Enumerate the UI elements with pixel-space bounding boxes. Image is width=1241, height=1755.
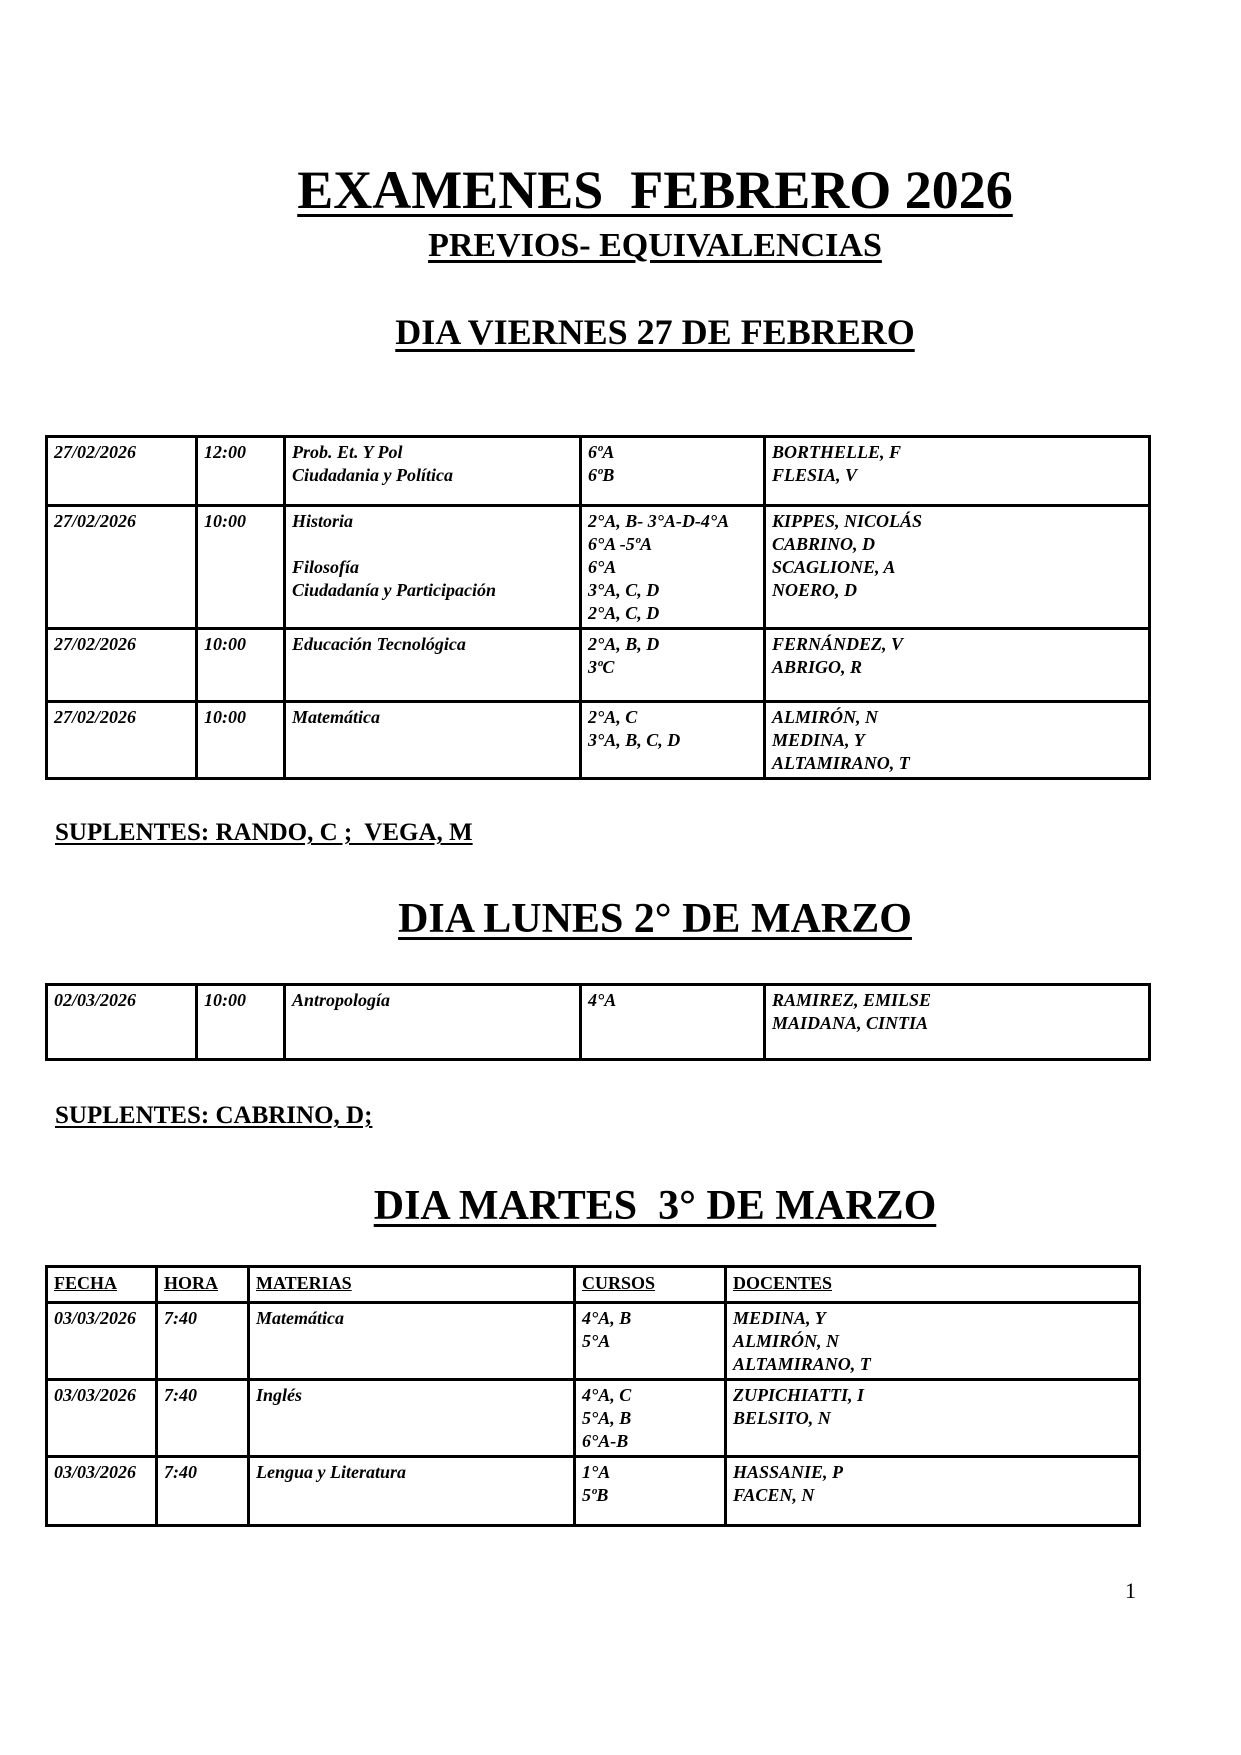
- header-materias: MATERIAS: [249, 1267, 575, 1303]
- docentes-line: NOERO, D: [772, 580, 858, 600]
- materias-line: [256, 1407, 567, 1430]
- exam-table-viernes: [45, 435, 1151, 780]
- page-subtitle: PREVIOS- EQUIVALENCIAS: [428, 227, 882, 264]
- cell-cursos: [581, 985, 765, 1060]
- materias-line: [292, 602, 573, 625]
- cell-fecha: 27/02/2026: [47, 629, 197, 702]
- cell-materias: [285, 629, 581, 702]
- cell-fecha: 27/02/2026: [47, 506, 197, 629]
- exam-table-body: [47, 437, 1150, 779]
- cursos-line: 6ºA: [588, 442, 615, 462]
- cell-fecha: 27/02/2026: [47, 702, 197, 779]
- docentes-line: KIPPES, NICOLÁS: [772, 511, 923, 531]
- materias-line: Prob. Et. Y Pol: [292, 442, 403, 462]
- cursos-line: [588, 752, 757, 775]
- cell-docentes: [765, 437, 1150, 506]
- cell-materias: [249, 1457, 575, 1526]
- materias-line: Lengua y Literatura: [256, 1462, 407, 1482]
- materias-line: [292, 729, 573, 752]
- materias-line: [256, 1353, 567, 1376]
- table-row: [47, 506, 1150, 629]
- cursos-line: 2°A, B- 3°A-D-4°A: [588, 511, 730, 531]
- cell-hora: 12:00: [197, 437, 285, 506]
- materias-line: Ciudadanía y Participación: [292, 580, 497, 600]
- cell-cursos: [575, 1380, 726, 1457]
- docentes-line: FLESIA, V: [772, 465, 858, 485]
- materias-line: Ciudadania y Política: [292, 465, 454, 485]
- materias-line: Antropología: [292, 990, 391, 1010]
- docentes-line: FACEN, N: [733, 1485, 815, 1505]
- cell-materias: [249, 1303, 575, 1380]
- header-hora: HORA: [157, 1267, 249, 1303]
- docentes-line: CABRINO, D: [772, 534, 876, 554]
- cell-materias: [249, 1380, 575, 1457]
- header-docentes: DOCENTES: [726, 1267, 1140, 1303]
- materias-line: [256, 1430, 567, 1453]
- cell-docentes: [765, 506, 1150, 629]
- cursos-line: 4°A, B: [582, 1308, 632, 1328]
- cursos-line: 1°A: [582, 1462, 611, 1482]
- header-cursos: CURSOS: [575, 1267, 726, 1303]
- docentes-line: MEDINA, Y: [733, 1308, 826, 1328]
- cell-docentes: [726, 1380, 1140, 1457]
- docentes-line: FERNÁNDEZ, V: [772, 634, 904, 654]
- cursos-line: [582, 1353, 718, 1376]
- table-row: [47, 1457, 1140, 1526]
- materias-line: [292, 533, 573, 556]
- cell-docentes: [726, 1457, 1140, 1526]
- cursos-line: 6°A: [588, 557, 617, 577]
- cursos-line: 6ºB: [588, 465, 615, 485]
- docentes-line: BORTHELLE, F: [772, 442, 902, 462]
- table-row: [47, 437, 1150, 506]
- table-header-row: [47, 1267, 1140, 1303]
- cell-materias: [285, 985, 581, 1060]
- cell-cursos: [581, 629, 765, 702]
- cursos-line: 5°A: [582, 1331, 611, 1351]
- cell-hora: 10:00: [197, 506, 285, 629]
- cell-hora: 7:40: [157, 1457, 249, 1526]
- materias-line: Educación Tecnológica: [292, 634, 466, 654]
- cursos-line: 2°A, C, D: [588, 603, 660, 623]
- table-row: [47, 985, 1150, 1060]
- cell-fecha: 02/03/2026: [47, 985, 197, 1060]
- cursos-line: 6°A-B: [582, 1431, 629, 1451]
- cursos-line: 4°A: [588, 990, 617, 1010]
- docentes-line: [733, 1430, 1132, 1453]
- cell-fecha: 03/03/2026: [47, 1457, 157, 1526]
- table-row: [47, 629, 1150, 702]
- materias-line: Historia: [292, 511, 354, 531]
- exam-table-body: [47, 1303, 1140, 1526]
- cell-hora: 10:00: [197, 985, 285, 1060]
- cursos-line: 5ºB: [582, 1485, 609, 1505]
- materias-line: [256, 1330, 567, 1353]
- docentes-line: MAIDANA, CINTIA: [772, 1013, 929, 1033]
- cell-fecha: 03/03/2026: [47, 1303, 157, 1380]
- docentes-line: ABRIGO, R: [772, 657, 863, 677]
- docentes-line: ALMIRÓN, N: [733, 1331, 840, 1351]
- cursos-line: 3°A, C, D: [588, 580, 660, 600]
- cell-docentes: [765, 985, 1150, 1060]
- table-row: [47, 1380, 1140, 1457]
- docentes-line: ALMIRÓN, N: [772, 707, 879, 727]
- materias-line: Inglés: [256, 1385, 303, 1405]
- materias-line: Matemática: [256, 1308, 344, 1328]
- cell-cursos: [581, 506, 765, 629]
- cell-fecha: 03/03/2026: [47, 1380, 157, 1457]
- day-heading-lunes: DIA LUNES 2° DE MARZO: [398, 896, 912, 942]
- cursos-line: 3°A, B, C, D: [588, 730, 681, 750]
- docentes-line: MEDINA, Y: [772, 730, 865, 750]
- cell-cursos: [581, 437, 765, 506]
- cursos-line: 4°A, C: [582, 1385, 632, 1405]
- cursos-line: 2°A, C: [588, 707, 638, 727]
- cell-cursos: [575, 1457, 726, 1526]
- docentes-line: RAMIREZ, EMILSE: [772, 990, 932, 1010]
- suplentes-viernes: SUPLENTES: RANDO, C ; VEGA, M: [55, 819, 473, 846]
- cell-cursos: [575, 1303, 726, 1380]
- docentes-line: HASSANIE, P: [733, 1462, 844, 1482]
- cell-docentes: [765, 629, 1150, 702]
- materias-line: [256, 1484, 567, 1507]
- cell-materias: [285, 437, 581, 506]
- docentes-line: [772, 602, 1142, 625]
- materias-line: [292, 656, 573, 679]
- cell-materias: [285, 702, 581, 779]
- cell-fecha: 27/02/2026: [47, 437, 197, 506]
- exam-table-head: [47, 1267, 1140, 1303]
- exam-table-martes: [45, 1265, 1141, 1527]
- docentes-line: BELSITO, N: [733, 1408, 831, 1428]
- cell-hora: 7:40: [157, 1303, 249, 1380]
- materias-line: [292, 752, 573, 775]
- suplentes-lunes: SUPLENTES: CABRINO, D;: [55, 1102, 373, 1129]
- cell-docentes: [765, 702, 1150, 779]
- cell-hora: 10:00: [197, 629, 285, 702]
- cell-hora: 10:00: [197, 702, 285, 779]
- materias-line: Filosofía: [292, 557, 360, 577]
- cursos-line: [588, 1012, 757, 1035]
- docentes-line: ZUPICHIATTI, I: [733, 1385, 865, 1405]
- cursos-line: 6°A -5ºA: [588, 534, 653, 554]
- cell-materias: [285, 506, 581, 629]
- materias-line: Matemática: [292, 707, 380, 727]
- exam-table-body: [47, 985, 1150, 1060]
- cursos-line: 2°A, B, D: [588, 634, 660, 654]
- day-heading-martes: DIA MARTES 3° DE MARZO: [373, 1183, 937, 1229]
- docentes-line: SCAGLIONE, A: [772, 557, 896, 577]
- day-heading-viernes: DIA VIERNES 27 DE FEBRERO: [395, 312, 915, 352]
- table-row: [47, 1303, 1140, 1380]
- docentes-line: ALTAMIRANO, T: [733, 1354, 871, 1374]
- cursos-line: 5°A, B: [582, 1408, 632, 1428]
- cell-hora: 7:40: [157, 1380, 249, 1457]
- page-title: EXAMENES FEBRERO 2026: [297, 160, 1013, 220]
- exam-table-lunes: [45, 983, 1151, 1061]
- header-fecha: FECHA: [47, 1267, 157, 1303]
- table-row: [47, 702, 1150, 779]
- cell-cursos: [581, 702, 765, 779]
- materias-line: [292, 1012, 573, 1035]
- docentes-line: ALTAMIRANO, T: [772, 753, 910, 773]
- cursos-line: 3ºC: [588, 657, 615, 677]
- page-number: 1: [1125, 1578, 1136, 1603]
- cell-docentes: [726, 1303, 1140, 1380]
